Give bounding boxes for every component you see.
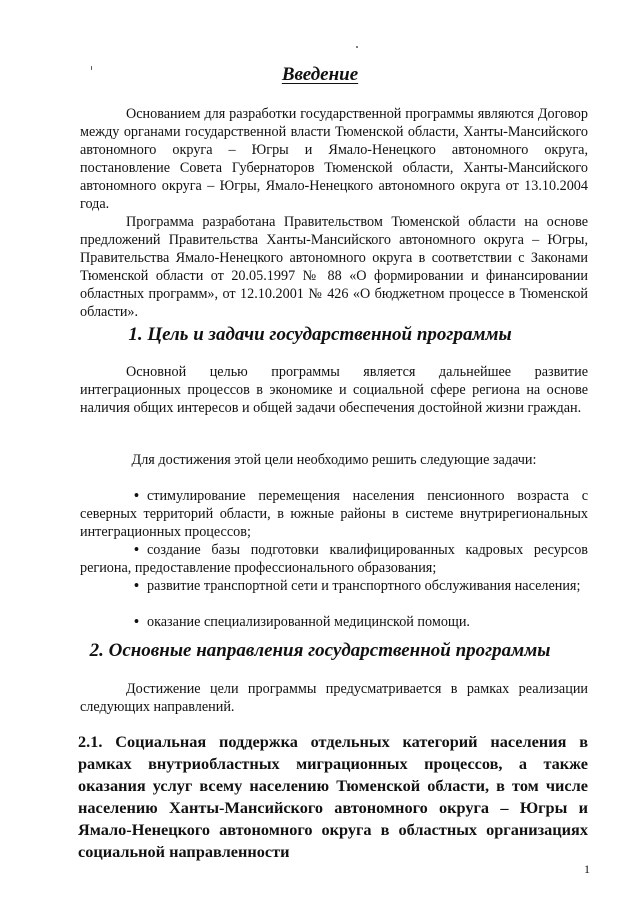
task-text: создание базы подготовки квалифицированных кадровых ресурсов региона, предоставление профессионального образования;	[80, 542, 588, 576]
section-2-heading: 2. Основные направления государственной программы	[89, 640, 551, 661]
subsection-2-1-heading: 2.1. Социальная поддержка отдельных категорий населения в рамках внутриобластных миграционных процессов, а также оказания услуг всему населению Тюменской области, в том числе населению Ханты-Мансийского автономного округа – Югры и Ямало-Ненецкого автономного округа в областных организациях социальной направленности	[78, 732, 588, 861]
task-text: стимулирование перемещения населения пенсионного возраста с северных территорий области, в южные районы в системе внутрирегиональных интеграционных процессов;	[80, 488, 588, 540]
task-item	[80, 577, 588, 595]
section-1-paragraph: Основной целью программы является дальнейшее развитие интеграционных процессов в экономике и социальной сфере региона на основе наличия общих интересов и общей задачи обеспечения достойной жизни граждан.	[80, 364, 588, 416]
intro-paragraph-1: Основанием для разработки государственной программы являются Договор между органами государственной власти Тюменской области, Ханты-Мансийского автономного округа – Югры и Ямало-Ненецкого автономного округа, постановление Совета Губернаторов Тюменской области, Ханты-Мансийского автономного округа – Югры, Ямало-Ненецкого автономного округа от 13.10.2004 года.	[80, 106, 588, 212]
task-item	[80, 541, 588, 577]
task-item	[80, 487, 588, 541]
section-1-heading: 1. Цель и задачи государственной программы	[128, 324, 512, 345]
tasks-intro: Для достижения этой цели необходимо решить следующие задачи:	[131, 452, 537, 468]
intro-paragraph-2: Программа разработана Правительством Тюменской области на основе предложений Правительства Ханты-Мансийского автономного округа – Югры, Правительства Ямало-Ненецкого автономного округа в соответствии с Законами Тюменской области от 20.05.1997 № 88 «О формировании и финансировании областных программ», от 12.10.2001 № 426 «О бюджетном процессе в Тюменской области».	[80, 214, 588, 320]
bullet-icon: •	[134, 578, 139, 594]
bullet-icon: •	[134, 488, 139, 504]
task-text: развитие транспортной сети и транспортного обслуживания населения;	[146, 578, 581, 594]
task-text: оказание специализированной медицинской помощи.	[146, 614, 470, 630]
document-title: Введение	[281, 64, 359, 85]
page-number: 1	[584, 862, 590, 876]
bullet-icon: •	[134, 614, 139, 630]
section-2-paragraph: Достижение цели программы предусматривается в рамках реализации следующих направлений.	[80, 681, 588, 715]
task-item	[80, 613, 588, 631]
bullet-icon: •	[134, 542, 139, 558]
scan-speck	[356, 46, 358, 48]
